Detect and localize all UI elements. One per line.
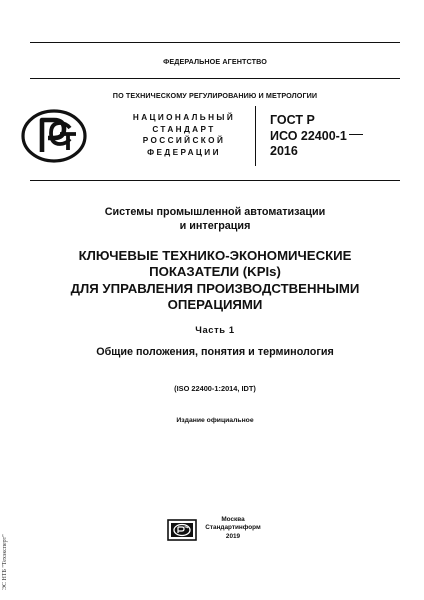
part-label: Часть 1 bbox=[195, 324, 235, 335]
main-line-2: ПОКАЗАТЕЛИ (KPIs) bbox=[149, 264, 281, 280]
vertical-divider bbox=[255, 106, 256, 166]
main-line-3: ДЛЯ УПРАВЛЕНИЯ ПРОИЗВОДСТВЕННЫМИ bbox=[70, 280, 360, 296]
gost-line-2: ИСО 22400-1 bbox=[270, 128, 347, 143]
publisher-block bbox=[203, 516, 263, 541]
agency-line-1: ФЕДЕРАЛЬНОЕ АГЕНТСТВО bbox=[163, 57, 267, 66]
standard-number bbox=[270, 113, 410, 160]
series-line-1: Системы промышленной автоматизации bbox=[104, 206, 326, 218]
national-line-3: РОССИЙСКОЙ bbox=[142, 136, 226, 146]
side-watermark-note: ЭС НТБ "Техэксперт" bbox=[2, 534, 8, 590]
iso-reference: (ISO 22400-1:2014, IDT) bbox=[174, 384, 256, 393]
main-title bbox=[20, 248, 410, 313]
publisher-year: 2019 bbox=[225, 532, 241, 540]
publisher-city: Москва bbox=[221, 516, 245, 523]
publisher-name: Стандартинформ bbox=[205, 524, 261, 532]
national-line-1: НАЦИОНАЛЬНЫЙ bbox=[132, 113, 236, 122]
gost-line-2-wrap bbox=[270, 129, 410, 145]
series-line-2: и интеграция bbox=[179, 220, 251, 232]
subtitle: Общие положения, понятия и терминология bbox=[96, 346, 334, 358]
series-title bbox=[30, 205, 400, 233]
agency-line-2: ПО ТЕХНИЧЕСКОМУ РЕГУЛИРОВАНИЮ И МЕТРОЛОГИИ bbox=[112, 91, 318, 100]
main-line-4: ОПЕРАЦИЯМИ bbox=[167, 296, 263, 312]
dash-mark bbox=[349, 134, 363, 135]
gost-line-3: 2016 bbox=[270, 144, 298, 158]
national-line-4: ФЕДЕРАЦИИ bbox=[147, 147, 221, 157]
middle-rule bbox=[30, 78, 400, 79]
gost-r-certification-mark-icon bbox=[20, 108, 88, 164]
gost-line-1: ГОСТ Р bbox=[270, 113, 315, 127]
standartinform-logo-icon bbox=[167, 519, 197, 541]
main-line-1: КЛЮЧЕВЫЕ ТЕХНИКО-ЭКОНОМИЧЕСКИЕ bbox=[78, 248, 352, 263]
national-standard-label bbox=[118, 112, 250, 158]
edition-label: Издание официальное bbox=[176, 417, 254, 424]
header-bottom-rule bbox=[30, 180, 400, 181]
top-rule bbox=[30, 42, 400, 43]
national-line-2: СТАНДАРТ bbox=[152, 124, 216, 134]
